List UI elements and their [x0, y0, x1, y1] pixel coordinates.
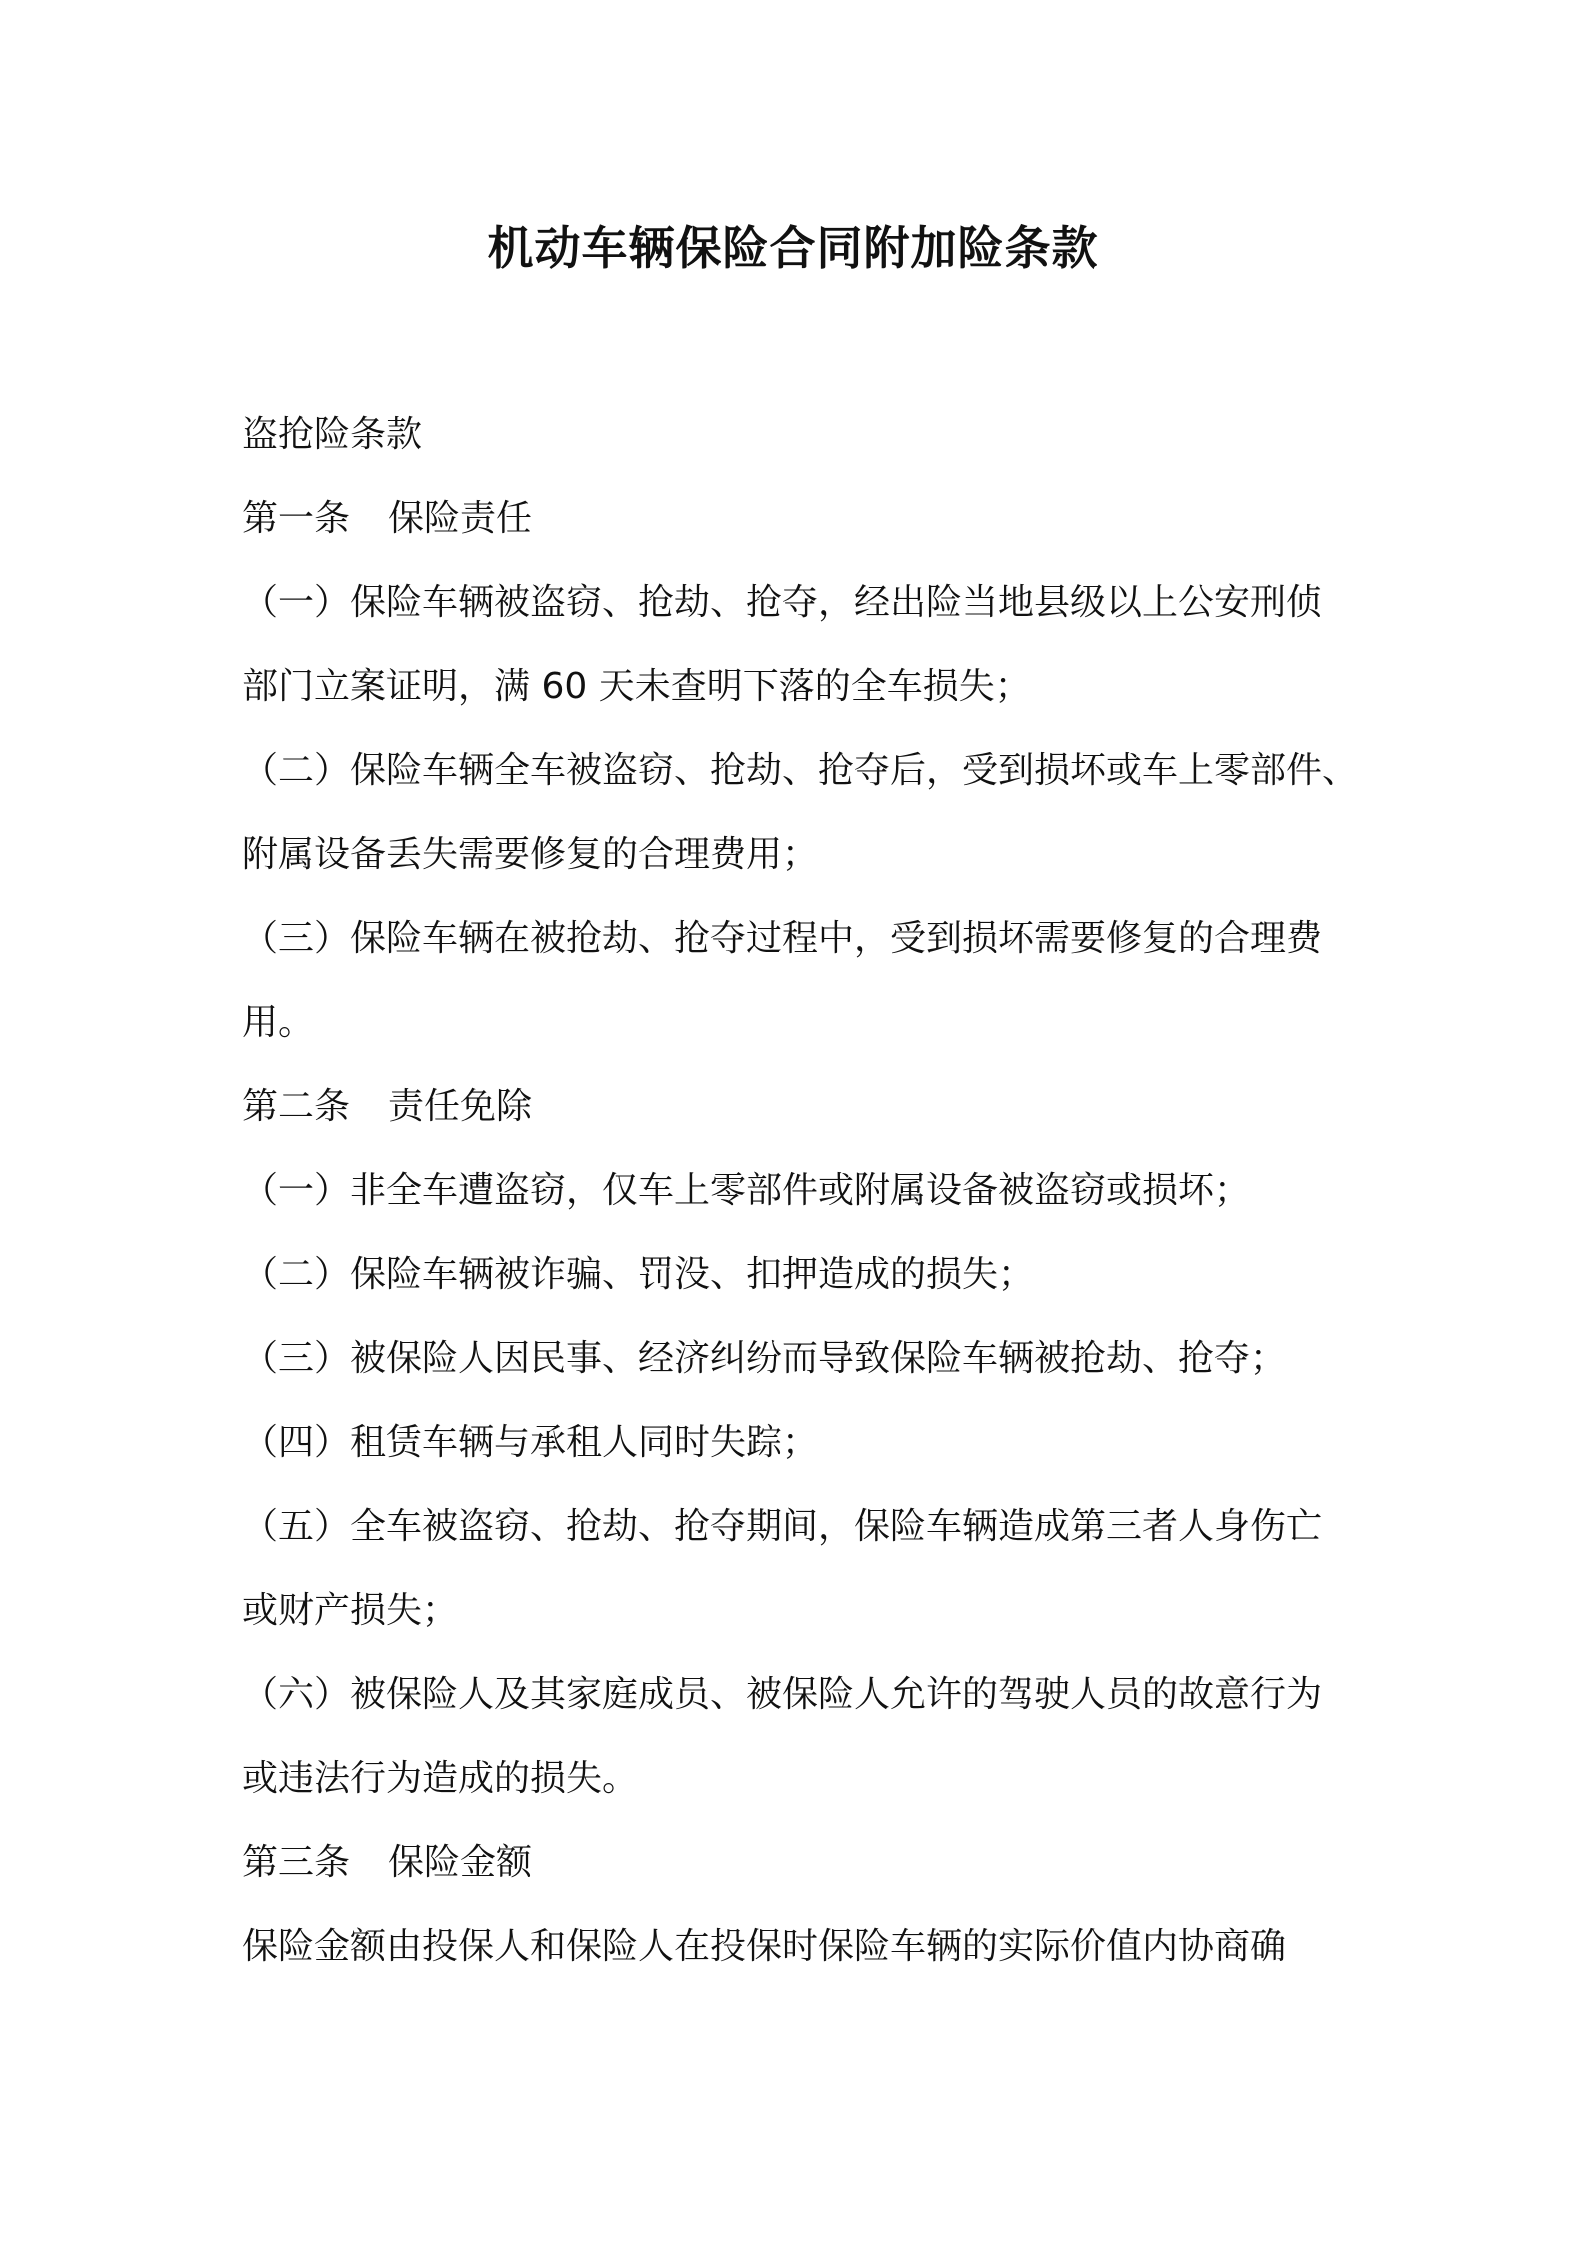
clause-line: （一）非全车遭盗窃，仅车上零部件或附属设备被盗窃或损坏；	[242, 1170, 1251, 1211]
article-name: 责任免除	[388, 1086, 533, 1127]
article-number: 第一条	[242, 498, 351, 539]
article-number: 第三条	[242, 1842, 351, 1883]
clause-line: （六）被保险人及其家庭成员、被保险人允许的驾驶人员的故意行为	[242, 1674, 1323, 1715]
document-body	[242, 393, 1442, 1989]
article-name: 保险金额	[388, 1842, 533, 1883]
clause-line: （三）被保险人因民事、经济纠纷而导致保险车辆被抢劫、抢夺；	[242, 1338, 1287, 1379]
clause-line: 或违法行为造成的损失。	[242, 1758, 639, 1799]
article-heading	[242, 477, 1442, 561]
clause-line: （五）全车被盗窃、抢劫、抢夺期间，保险车辆造成第三者人身伤亡	[242, 1506, 1323, 1547]
clause-line: 部门立案证明，满 60 天未查明下落的全车损失；	[242, 666, 1031, 707]
clause-line: （二）保险车辆全车被盗窃、抢劫、抢夺后，受到损坏或车上零部件、	[242, 750, 1359, 791]
clause-line: 保险金额由投保人和保险人在投保时保险车辆的实际价值内协商确	[242, 1926, 1287, 1967]
article-name: 保险责任	[388, 498, 533, 539]
clause-line: （四）租赁车辆与承租人同时失踪；	[242, 1422, 819, 1463]
clause-line: 附属设备丢失需要修复的合理费用；	[242, 834, 819, 875]
article-heading	[242, 1821, 1442, 1905]
clause-line: 或财产损失；	[242, 1590, 459, 1631]
article-number: 第二条	[242, 1086, 351, 1127]
clause-line: （一）保险车辆被盗窃、抢劫、抢夺，经出险当地县级以上公安刑侦	[242, 582, 1323, 623]
document-title: 机动车辆保险合同附加险条款	[487, 221, 1099, 275]
article-heading	[242, 1065, 1442, 1149]
clause-line: （三）保险车辆在被抢劫、抢夺过程中，受到损坏需要修复的合理费	[242, 918, 1323, 959]
clause-line: 用。	[242, 1002, 315, 1043]
clause-line: （二）保险车辆被诈骗、罚没、扣押造成的损失；	[242, 1254, 1035, 1295]
section-title: 盗抢险条款	[242, 414, 423, 455]
